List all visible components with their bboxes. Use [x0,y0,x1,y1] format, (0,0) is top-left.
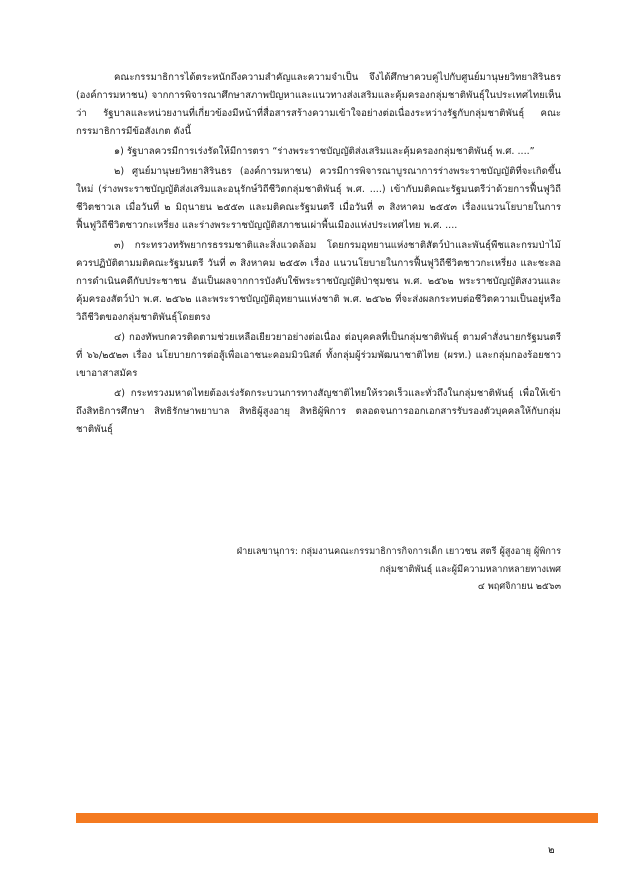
observation-2: ๒) ศูนย์มานุษยวิทยาสิรินธร (องค์การมหาชน) ควรมีการพิจารณาบูรณาการร่างพระราชบัญญัติที่จะเกิดขึ้นใหม่ (ร่างพระราชบัญญัติส่งเสริมและอนุรักษ์วิถีชีวิตกลุ่มชาติพันธุ์ พ.ศ. ....) เข้ากับมติคณะรัฐมนตรีว่าด้วยการฟื้นฟูวิถีชีวิตชาวเล เมื่อวันที่ ๒ มิถุนายน ๒๕๕๓ และมติคณะรัฐมนตรี เมื่อวันที่ ๓ สิงหาคม ๒๕๕๓ เรื่องแนวนโยบายในการฟื้นฟูวิถีชีวิตชาวกะเหรี่ยง และร่างพระราชบัญญัติสภาชนเผ่าพื้นเมืองแห่งประเทศไทย พ.ศ. .... [76,166,561,231]
page-number: ๒ [548,845,555,856]
observation-1: ๑) รัฐบาลควรมีการเร่งรัดให้มีการตรา “ร่างพระราชบัญญัติส่งเสริมและคุ้มครองกลุ่มชาติพันธุ์ พ.ศ. ....” [114,146,535,157]
intro-paragraph: คณะกรรมาธิการได้ตระหนักถึงความสำคัญและความจำเป็น จึงได้ศึกษาควบคู่ไปกับศูนย์มานุษยวิทยาสิรินธร (องค์การมหาชน) จากการพิจารณาศึกษาสภาพปัญหาและแนวทางส่งเสริมและคุ้มครองกลุ่มชาติพันธุ์ในประเทศไทยเห็นว่า รัฐบาลและหน่วยงานที่เกี่ยวข้องมีหน้าที่สื่อสารสร้างความเข้าใจอย่างต่อเนื่องระหว่างรัฐกับกลุ่มชาติพันธุ์ คณะกรรมาธิการมีข้อสังเกต ดังนี้ [76,72,561,137]
secretariat-line-2: กลุ่มชาติพันธุ์ และผู้มีความหลากหลายทางเพศ [379,563,561,575]
observation-4: ๔) กองทัพบกควรติดตามช่วยเหลือเยียวยาอย่างต่อเนื่อง ต่อบุคคลที่เป็นกลุ่มชาติพันธุ์ ตามคำสั่งนายกรัฐมนตรีที่ ๖๖/๒๕๒๓ เรื่อง นโยบายการต่อสู้เพื่อเอาชนะคอมมิวนิสต์ ทั้งกลุ่มผู้ร่วมพัฒนาชาติไทย (ผรท.) และกลุ่มกองร้อยชาวเขาอาสาสมัคร [76,332,561,379]
note-date: ๔ พฤศจิกายน ๒๕๖๓ [477,581,561,592]
secretariat-note [141,543,561,596]
document-body [76,69,561,439]
footer-accent-rule [76,813,598,823]
secretariat-line-1: ฝ่ายเลขานุการ: กลุ่มงานคณะกรรมาธิการกิจการเด็ก เยาวชน สตรี ผู้สูงอายุ ผู้พิการ [236,546,561,557]
observation-3: ๓) กระทรวงทรัพยากรธรรมชาติและสิ่งแวดล้อม โดยกรมอุทยานแห่งชาติสัตว์ป่าและพันธุ์พืชและกรมป่าไม้ ควรปฏิบัติตามมติคณะรัฐมนตรี วันที่ ๓ สิงหาคม ๒๕๕๓ เรื่อง แนวนโยบายในการฟื้นฟูวิถีชีวิตชาวกะเหรี่ยง และชะลอการดำเนินคดีกับประชาชน อันเป็นผลจากการบังคับใช้พระราชบัญญัติป่าชุมชน พ.ศ. ๒๕๖๒ พระราชบัญญัติสงวนและคุ้มครองสัตว์ป่า พ.ศ. ๒๕๖๒ และพระราชบัญญัติอุทยานแห่งชาติ พ.ศ. ๒๕๖๒ ที่จะส่งผลกระทบต่อชีวิตความเป็นอยู่หรือวิถีชีวิตของกลุ่มชาติพันธุ์โดยตรง [76,240,561,323]
observation-5: ๕) กระทรวงมหาดไทยต้องเร่งรัดกระบวนการทางสัญชาติไทยให้รวดเร็วและทั่วถึงในกลุ่มชาติพันธุ์ เพื่อให้เข้าถึงสิทธิการศึกษา สิทธิรักษาพยาบาล สิทธิผู้สูงอายุ สิทธิผู้พิการ ตลอดจนการออกเอกสารรับรองตัวบุคคลให้กับกลุ่มชาติพันธุ์ [76,388,561,435]
